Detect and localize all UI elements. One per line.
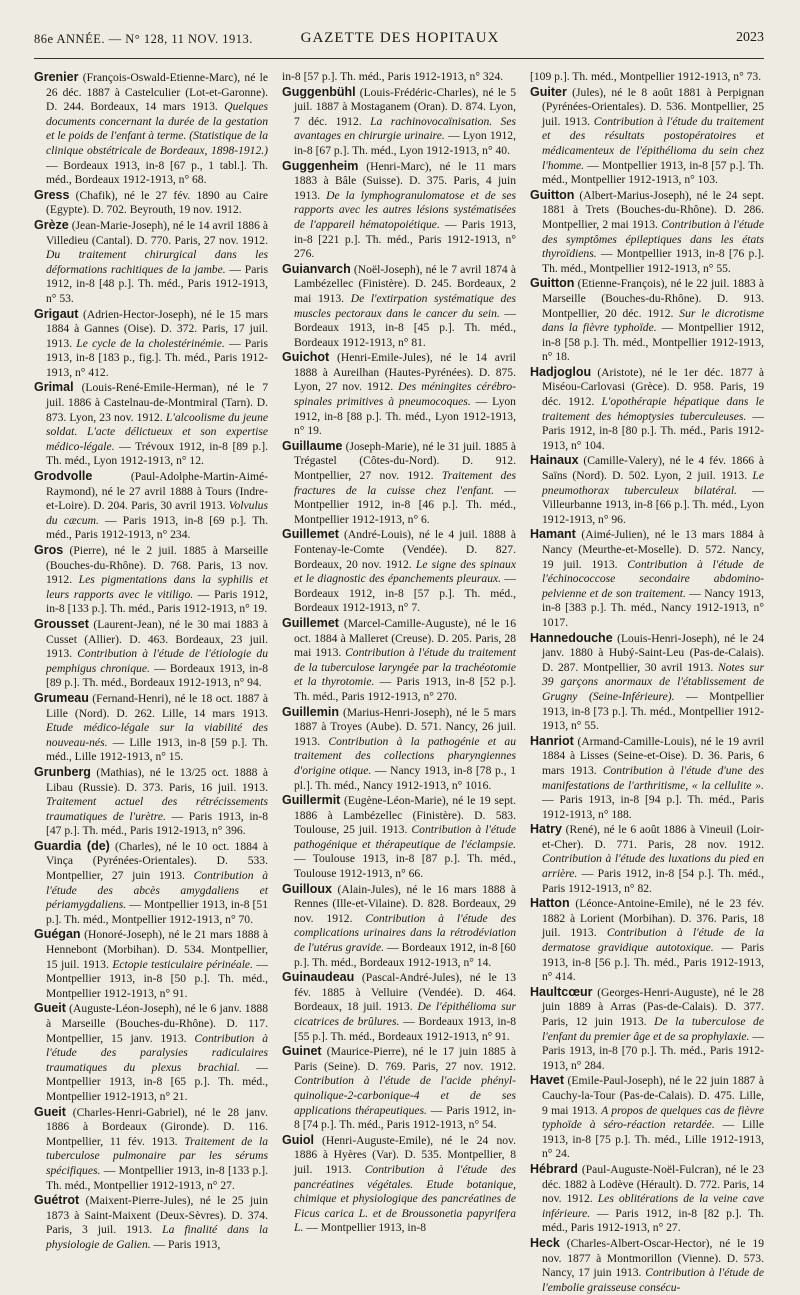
author-name: Hébrard [530,1161,578,1176]
thesis-entry [34,1001,268,1104]
thesis-title: Contribution à l'étude du traitement de la tuberculose laryngée par la trachéotomie et la thyrotomie. [294,646,516,689]
author-details: (Jules), né le 8 août 1881 à Perpignan (Pyrénées-Orientales). D. 536. Montpellier, 25 juil. 1913. [542,85,764,128]
author-details: (Armand-Camille-Louis), né le 19 avril 1884 à Lisses (Seine-et-Oise). D. 36. Paris, 6 mars 1913. [542,734,764,777]
publication-details: — Nancy 1913, in-8 [78 p., 1 pl.]. Th. méd., Nancy 1912-1913, n° 1016. [294,763,517,792]
thesis-entry [530,1236,764,1295]
author-name: Guianvarch [282,261,351,276]
thesis-entry [530,188,764,277]
publication-details: — Bordeaux 1913, in-8 [45 p.]. Th. méd., Bordeaux 1912-1913, n° 81. [294,306,516,349]
publication-details: — Paris 1913, [150,1237,221,1251]
publication-details: — Paris 1912, in-8 [82 p.]. Th. méd., Paris 1912-1913, n° 27. [542,1206,764,1235]
publication-details: — Paris 1913, in-8 [183 p., fig.]. Th. méd., Paris 1912-1913, n° 412. [46,336,268,379]
thesis-title: L'opothérapie hépatique dans le traitement des hémoptysies tuberculeuses. [542,395,764,423]
page-number: 2023 [736,30,764,45]
publication-details: — Montpellier 1913, in-8 [76 p.]. Th. méd., Montpellier 1912-1913, n° 55. [542,247,764,275]
author-name: Hannedouche [530,630,613,645]
thesis-entry [530,822,764,896]
author-name: Hanriot [530,733,574,748]
publication-details: — Montpellier 1912, in-8 [46 p.]. Th. méd., Montpellier 1912-1913, n° 6. [294,483,516,526]
author-name: Hadjoglou [530,364,592,379]
thesis-entry [282,1133,516,1236]
author-name: Guichot [282,350,330,365]
thesis-entry [34,691,268,765]
running-header [0,28,800,54]
publication-details: — Paris 1913, in-8 [70 p.]. Th. méd., Paris 1912-1913, n° 284. [542,1029,764,1072]
thesis-entry [282,1044,516,1133]
thesis-entry [530,453,764,527]
thesis-entry [282,70,516,85]
author-details: (Henri-Marc), né le 11 mars 1883 à Bâle (Suisse). D. 375. Paris, 4 juin 1913. [294,159,516,202]
thesis-title: Contribution à l'étude de la dermatose gravidique autotoxique. [542,926,764,955]
author-details: (Pierre), né le 2 juil. 1885 à Marseille (Bouches-du-Rhône). D. 768. Paris, 13 nov. 1912. [46,544,268,587]
author-details: (Marius-Henri-Joseph), né le 5 mars 1887 à Troyes (Aube). D. 571. Nancy, 26 juil. 1913. [294,705,516,748]
author-details: (Maixent-Pierre-Jules), né le 25 juin 1873 à Saint-Maixent (Deux-Sèvres). D. 374. Paris, 3 juil. 1913. [46,1194,268,1237]
author-details: (Laurent-Jean), né le 30 mai 1883 à Cusset (Allier). D. 463. Bordeaux, 23 juil. 1913. [46,617,268,661]
author-details: (Paul-Adolphe-Martin-Aimé-Raymond), né le 27 avril 1888 à Tours (Indre-et-Loire). D. 204. Paris, 30 avril 1913. [46,470,268,513]
thesis-entry [282,705,516,794]
thesis-title: Le pneumothorax tuberculeux bilatéral. [542,469,764,497]
author-details: (François-Oswald-Etienne-Marc), né le 26 déc. 1887 à Castelculier (Lot-et-Garonne). D. 244. Bordeaux, 14 mars 1913. [46,71,268,114]
thesis-title: Le cycle de la cholestérinémie. [76,336,225,350]
thesis-title: Contribution à l'étude des luxations du pied en arrière. [542,852,764,881]
author-details: (Pascal-André-Jules), né le 13 fév. 1885 à Velluire (Vendée). D. 464. Bordeaux, 18 juil. 1913. [294,971,516,1014]
thesis-title: Sur le dicrotisme dans la fièvre typhoïde. [542,306,764,335]
thesis-entry [282,616,516,705]
author-details: (Charles-Henri-Gabriel), né le 28 janv. 1886 à Bordeaux (Gironde). D. 116. Montpellier, 11 fév. 1913. [46,1105,268,1148]
thesis-entry [530,527,764,630]
author-details: (Noël-Joseph), né le 7 avril 1874 à Lambézellec (Finistère). D. 245. Bordeaux, 2 mai 1913. [294,262,516,305]
thesis-title: Contribution à l'étude du traitement et des résultats postopératoires et médicamenteux de l'épithélioma du sein chez l'homme. [542,114,765,172]
thesis-entry [530,70,764,85]
thesis-title: Etude médico-légale sur la viabilité des nouveau-nés. [46,721,268,749]
author-details: (Chafik), né le 27 fév. 1890 au Caire (Egypte). D. 702. Beyrouth, 19 nov. 1912. [46,188,268,217]
publication-details: — Montpellier 1913, in-8 [73 p.]. Th. méd., Montpellier 1912-1913, n° 55. [542,689,764,733]
thesis-entry [34,469,268,543]
thesis-title: Contribution à l'étude de l'étiologie du pemphigus chronique. [46,647,269,675]
author-name: Gros [34,543,64,557]
author-details: (Fernand-Henri), né le 18 oct. 1887 à Lille (Nord). D. 262. Lille, 14 mars 1913. [46,691,268,720]
thesis-entry [282,85,516,159]
author-details: (Jean-Marie-Joseph), né le 14 avril 1886 à Villedieu (Cantal). D. 770. Paris, 27 nov. 1912. [46,218,268,247]
author-name: Guillemin [282,704,339,719]
author-details: (Marcel-Camille-Auguste), né le 16 oct. 1884 à Malleret (Creuse). D. 205. Paris, 28 mai 1913. [294,616,516,660]
author-name: Guillaume [282,438,343,453]
author-details: (Etienne-François), né le 22 juil. 1883 à Marseille (Bouches-du-Rhône). D. 913. Montpellier, 20 déc. 1912. [542,277,764,320]
thesis-entry [34,839,268,928]
publication-details: — Paris 1913, in-8 [94 p.]. Th. méd., Paris 1912-1913, n° 188. [542,793,764,821]
author-details: (Maurice-Pierre), né le 17 juin 1885 à Paris (Seine). D. 769. Paris, 27 nov. 1912. [294,1045,516,1073]
author-details: (Mathias), né le 13/25 oct. 1888 à Libau (Russie). D. 373. Paris, 16 juil. 1913. [46,765,268,794]
author-details: (Charles-Albert-Oscar-Hector), né le 19 nov. 1877 à Montmorillon (Vienne). D. 573. Nancy, 17 juin 1913. [542,1236,764,1280]
thesis-entry [530,985,764,1074]
thesis-title: Contribution à l'étude des complications urinaires dans la rétrodéviation de l'utérus gravide. [294,911,516,955]
text-columns [34,70,765,1294]
thesis-title: Contribution à l'étude des pancréatines végétales. Etude botanique, chimique et physiologique des pancréatines de Ficus carica L. et de Broussonetia papyrifera L. [294,1162,516,1235]
author-details: (Louis-Frédéric-Charles), né le 5 juil. 1887 à Mostaganem (Oran). D. 874. Lyon, 7 déc. 1912. [294,85,516,128]
issue-info: 86e ANNÉE. — N° 128, 11 NOV. 1913. [34,32,253,46]
thesis-title: De la tuberculose de l'enfant du premier âge et de sa prophylaxie. [542,1015,764,1043]
author-name: Guégan [34,927,81,942]
author-name: Guillemet [282,615,339,630]
thesis-title: Des méningites cérébro-spinales primitives à pneumocoques. [294,380,517,409]
thesis-title: Contribution à l'étude des symptômes épileptiques dans les états thyroïdiens. [542,217,764,261]
thesis-entry [34,617,268,691]
author-details: in-8 [57 p.]. Th. méd., Paris 1912-1913, n° 324. [282,70,504,83]
publication-details: — Montpellier 1913, in-8 [133 p.]. Th. méd., Montpellier 1912-1913, n° 27. [46,1163,268,1192]
author-name: Guitton [530,187,575,202]
publication-details: — Paris 1912, in-8 [54 p.]. Th. méd., Paris 1912-1913, n° 82. [542,867,764,895]
thesis-title: Contribution à l'étude de l'embolie graisseuse consécu- [542,1266,764,1294]
publication-details: — Trévoux 1912, in-8 [89 p.]. Th. méd., Lyon 1912-1913, n° 12. [46,439,268,468]
author-name: Grodvolle [34,469,93,484]
author-name: Grunberg [34,764,91,779]
column-3 [530,70,764,1295]
author-details: (Joseph-Marie), né le 31 juil. 1885 à Trégastel (Côtes-du-Nord). D. 912. Montpellier, 27 nov. 1912. [294,439,516,483]
publication-details: — Bordeaux 1913, in-8 [55 p.]. Th. méd., Bordeaux 1912-1913, n° 91. [294,1015,516,1043]
thesis-entry [282,350,516,439]
thesis-entry [282,882,516,971]
author-name: Guillemet [282,527,339,542]
thesis-entry [34,70,268,188]
publication-details: — Montpellier 1913, in-8 [65 p.]. Th. méd., Montpellier 1912-1913, n° 21. [46,1060,268,1103]
author-details: (Charles), né le 10 oct. 1884 à Vinça (Pyrénées-Orientales). D. 533. Montpellier, 27 juin 1913. [46,839,268,883]
author-name: Grèze [34,217,69,232]
thesis-title: Contribution à l'étude des abcès amygdaliens et périamygdaliens. [46,869,268,912]
publication-details: — Lille 1913, in-8 [59 p.]. Th. méd., Lille 1912-1913, n° 15. [46,735,268,764]
author-name: Grimal [34,380,74,395]
publication-details: — Paris 1912, in-8 [80 p.]. Th. méd., Paris 1912-1913, n° 104. [542,409,764,452]
thesis-entry [34,380,268,469]
author-name: Gueit [34,1104,66,1119]
author-name: Hatry [530,822,562,837]
publication-details: — Paris 1912, in-8 [74 p.]. Th. méd., Paris 1912-1913, n° 54. [294,1103,516,1132]
thesis-title: A propos de quelques cas de fièvre typhoïde à séro-réaction retardée. [542,1103,764,1132]
author-name: Guinaudeau [282,970,355,985]
thesis-title: Les oblitérations de la veine cave inférieure. [542,1192,765,1220]
thesis-entry [530,85,764,188]
thesis-title: De l'épithélioma sur cicatrices de brûlures. [294,1000,516,1028]
thesis-entry [282,793,516,882]
thesis-entry [34,765,268,839]
thesis-title: Traitement des fractures de la cuisse chez l'enfant. [294,469,516,497]
thesis-entry [530,276,764,365]
author-name: Grousset [34,616,89,631]
author-name: Grigaut [34,306,79,321]
thesis-entry [34,543,268,617]
publication-details: — Lyon 1912, in-8 [88 p.]. Th. méd., Lyon 1912-1913, n° 19. [294,395,516,438]
thesis-entry [282,527,516,616]
author-name: Guitton [530,276,575,291]
publication-details: — Paris 1913, in-8 [56 p.]. Th. méd., Paris 1912-1913, n° 414. [542,941,765,984]
author-name: Guggenbühl [282,84,356,99]
author-name: Grenier [34,70,79,84]
author-name: Gress [34,187,70,202]
column-2 [282,70,516,1295]
thesis-entry [34,307,268,381]
author-details: (Aimé-Julien), né le 13 mars 1884 à Nancy (Meurthe-et-Moselle). D. 572. Nancy, 19 juil. 1913. [542,528,764,571]
thesis-title: Quelques documents concernant la durée de la gestation et le poids de l'enfant à terme. (Statistique de la clinique obstétricale de Bordeaux, 1898-1912.) [46,100,268,157]
thesis-title: Notes sur 39 garçons anormaux de l'établissement de Grugny (Seine-Inférieure). [542,660,764,703]
thesis-entry [282,262,516,351]
thesis-entry [34,927,268,1001]
author-details: (Léonce-Antoine-Emile), né le 23 fév. 1882 à Lorient (Morbihan). D. 376. Paris, 18 juil. 1913. [542,897,764,940]
thesis-entry [530,1073,764,1162]
author-details: (Aristote), né le 1er déc. 1877 à Miséou-Carlovasi (Grèce). D. 958. Paris, 19 déc. 1912. [542,365,764,409]
author-details: (Georges-Henri-Auguste), né le 28 juin 1889 à Arras (Pas-de-Calais). D. 377. Paris, 12 juin 1913. [542,985,764,1028]
thesis-title: Contribution à l'étude d'une des manifestations de l'arthritisme, « la cellulite ». [542,763,764,792]
publication-details: — Paris 1913, in-8 [47 p.]. Th. méd., Paris 1912-1913, n° 396. [46,809,268,838]
thesis-title: La finalité dans la physiologie de Galien. [46,1223,269,1251]
author-name: Heck [530,1235,560,1250]
author-name: Havet [530,1073,565,1088]
publication-details: — Bordeaux 1912, in-8 [57 p.]. Th. méd., Bordeaux 1912-1913, n° 7. [294,572,516,615]
thesis-entry [282,159,516,262]
publication-details: — Paris 1912, in-8 [133 p.]. Th. méd., Paris 1912-1913, n° 19. [46,587,268,616]
author-details: (Adrien-Hector-Joseph), né le 15 mars 1884 à Gannes (Oise). D. 372. Paris, 17 juil. 1913. [46,307,268,350]
author-name: Grumeau [34,690,89,705]
publication-details: — Montpellier 1912, in-8 [58 p.]. Th. méd., Montpellier 1912-1913, n° 18. [542,321,764,364]
publication-details: — Bordeaux 1913, in-8 [67 p., 1 tabl.]. Th. méd., Bordeaux 1912-1913, n° 68. [46,158,268,187]
author-details: [109 p.]. Th. méd., Montpellier 1912-1913, n° 73. [530,70,762,83]
author-name: Gueit [34,1001,66,1016]
publication-details: — Toulouse 1913, in-8 [87 p.]. Th. méd., Toulouse 1912-1913, n° 66. [294,852,516,881]
author-details: (Eugène-Léon-Marie), né le 19 sept. 1886 à Lambézellec (Finistère). D. 583. Toulouse, 25 juil. 1913. [294,794,516,837]
author-details: (Alain-Jules), né le 16 mars 1888 à Rennes (Ille-et-Vilaine). D. 828. Bordeaux, 29 nov. 1912. [294,882,516,925]
journal-title: GAZETTE DES HOPITAUX [300,30,500,46]
thesis-title: Traitement de la tuberculose pulmonaire par les sérums spécifiques. [46,1134,269,1177]
publication-details: — Paris 1913, in-8 [221 p.]. Th. méd., Paris 1912-1913, n° 276. [294,217,517,261]
author-details: (Emile-Paul-Joseph), né le 22 juin 1887 à Cauchy-la-Tour (Pas-de-Calais). D. 475. Lille, 9 mai 1913. [542,1074,764,1117]
thesis-entry [282,970,516,1044]
author-details: (Albert-Marius-Joseph), né le 24 sept. 1881 à Trets (Bouches-du-Rhône). D. 286. Montpellier, 2 mai 1913. [542,188,764,231]
publication-details: — Lyon 1912, in-8 [67 p.]. Th. méd., Lyon 1912-1913, n° 40. [294,129,516,157]
thesis-entry [530,896,764,985]
publication-details: — Bordeaux 1913, in-8 [89 p.]. Th. méd., Bordeaux 1912-1913, n° 94. [46,661,268,690]
thesis-title: Contribution à l'étude de l'échinococcose secondaire abdomino-pelvienne et de son traitement. [542,557,765,600]
publication-details: — Montpellier 1913, in-8 [303,1221,427,1235]
publication-details: — Bordeaux 1912, in-8 [60 p.]. Th. méd., Bordeaux 1912-1913, n° 14. [294,941,516,969]
author-name: Hainaux [530,453,579,468]
publication-details: — Paris 1913, in-8 [52 p.]. Th. méd., Paris 1912-1913, n° 270. [294,675,516,703]
publication-details: — Montpellier 1913, in-8 [57 p.]. Th. méd., Montpellier 1912-1913, n° 103. [542,158,764,187]
author-details: (René), né le 6 août 1886 à Vineuil (Loir-et-Cher). D. 771. Paris, 28 nov. 1912. [542,823,764,851]
thesis-title: L'alcoolisme du jeune soldat. L'acte délictueux et son expertise médico-légale. [46,410,269,453]
thesis-entry [282,439,516,528]
author-name: Hatton [530,896,570,911]
author-name: Guétrot [34,1193,80,1208]
thesis-title: Volvulus du cæcum. [46,499,268,527]
thesis-title: Contribution à la pathogénie et au traitement des collections pharyngiennes d'origine otique. [294,734,516,777]
author-name: Guardia (de) [34,838,110,853]
thesis-entry [34,1105,268,1194]
thesis-entry [530,734,764,823]
thesis-title: Ectopie testiculaire périnéale. [112,957,253,971]
thesis-entry [530,1162,764,1236]
publication-details: — Nancy 1913, in-8 [383 p.]. Th. méd., Nancy 1912-1913, n° 1017. [542,586,765,629]
author-details: (Louis-Henri-Joseph), né le 24 janv. 1880 à Hubý-Saint-Leu (Pas-de-Calais). D. 287. Montpellier, 30 avril 1913. [542,631,764,674]
thesis-title: Les pigmentations dans la syphilis et leurs rapports avec le vitiligo. [46,573,268,601]
author-name: Guiter [530,84,567,99]
publication-details: — Villeurbanne 1913, in-8 [66 p.]. Th. méd., Lyon 1912-1913, n° 96. [542,483,764,526]
author-name: Guinet [282,1044,322,1059]
thesis-title: La rachinovocaïnisation. Ses avantages en chirurgie urinaire. [294,114,516,143]
author-name: Haultcœur [530,984,593,999]
thesis-entry [34,1193,268,1252]
column-1 [34,70,268,1295]
thesis-title: De la lymphogranulomatose et de ses rapports avec les autres lésions systématisées de l'appareil hématopoiétique. [294,188,517,231]
author-details: (André-Louis), né le 4 juil. 1888 à Fontenay-le-Comte (Vendée). D. 827. Bordeaux, 20 nov. 1912. [294,528,516,571]
author-details: (Henri-Emile-Jules), né le 14 avril 1888 à Aureilhan (Hautes-Pyrénées). D. 875. Lyon, 27 nov. 1912. [294,351,516,394]
thesis-entry [530,631,764,734]
author-details: (Paul-Auguste-Noël-Fulcran), né le 23 déc. 1882 à Lodève (Hérault). D. 772. Paris, 14 nov. 1912. [542,1162,764,1206]
author-details: (Honoré-Joseph), né le 21 mars 1888 à Hennebont (Morbihan). D. 534. Montpellier, 15 juil. 1913. [46,928,268,971]
thesis-title: Du traitement chirurgical dans les déformations rachitiques de la jambe. [46,248,268,276]
author-details: (Auguste-Léon-Joseph), né le 6 janv. 1888 à Marseille (Bouches-du-Rhône). D. 117. Montpellier, 15 janv. 1913. [46,1002,268,1045]
publication-details: — Paris 1913, in-8 [69 p.]. Th. méd., Paris 1912-1913, n° 234. [46,513,269,542]
thesis-entry [34,218,268,307]
author-name: Guillermit [282,793,341,808]
header-rule [34,58,764,59]
author-details: (Camille-Valery), né le 4 fév. 1866 à Saïns (Nord). D. 502. Lyon, 2 juil. 1913. [542,454,764,483]
thesis-title: Contribution à l'étude des paralysies radiculaires traumatiques du plexus brachial. [46,1031,268,1074]
author-details: (Henri-Auguste-Emile), né le 24 nov. 1886 à Hyères (Var). D. 535. Montpellier, 8 juil. 1913. [294,1133,516,1176]
thesis-title: Contribution à l'étude pathogénique et thérapeutique de l'éclampsie. [294,823,517,851]
thesis-entry [34,188,268,218]
publication-details: — Montpellier 1913, in-8 [50 p.]. Th. méd., Montpellier 1912-1913, n° 91. [46,957,268,1000]
author-name: Guilloux [282,881,332,896]
author-name: Guiol [282,1132,314,1147]
author-name: Hamant [530,527,576,542]
publication-details: — Lille 1913, in-8 [75 p.]. Th. méd., Lille 1912-1913, n° 24. [542,1118,764,1161]
thesis-title: Traitement actuel des rétrécissements traumatiques de l'urètre. [46,795,268,823]
thesis-title: De l'extirpation systématique des muscles pectoraux dans le cancer du sein. [294,291,516,320]
author-details: (Louis-René-Emile-Herman), né le 7 juil. 1886 à Castelnau-de-Montmiral (Tarn). D. 873. Lyon, 23 nov. 1912. [46,381,268,424]
thesis-title: Le signe des spinaux et le diagnostic des épanchements pleuraux. [294,557,516,586]
publication-details: — Paris 1912, in-8 [48 p.]. Th. méd., Paris 1912-1913, n° 53. [46,262,268,305]
author-name: Guggenheim [282,158,359,173]
publication-details: — Montpellier 1913, in-8 [51 p.]. Th. méd., Montpellier 1912-1913, n° 70. [46,898,268,926]
thesis-entry [530,365,764,454]
thesis-title: Contribution à l'étude de l'acide phényl-quinolique-2-carbonique-4 et de ses applications thérapeutiques. [294,1074,516,1117]
